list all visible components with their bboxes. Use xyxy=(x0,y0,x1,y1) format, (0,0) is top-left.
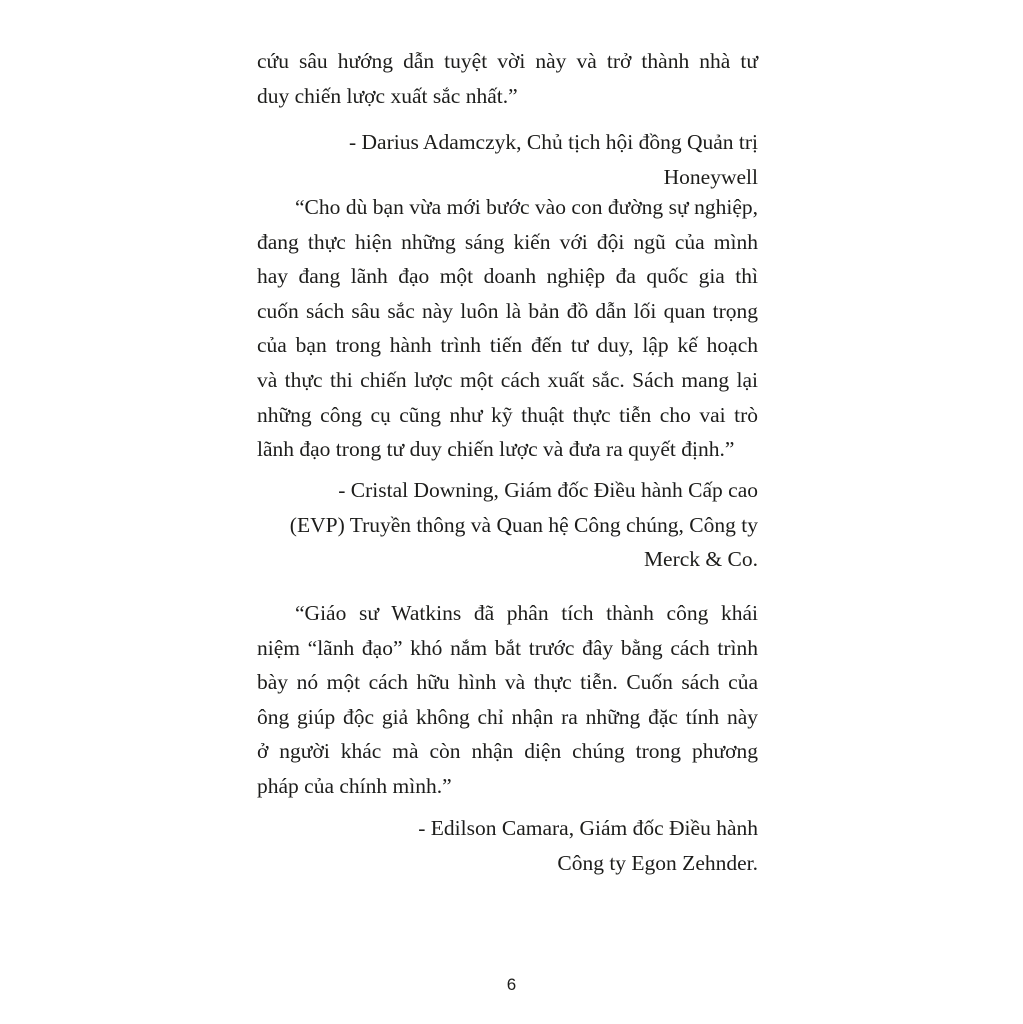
quote-paragraph xyxy=(257,596,758,804)
attribution xyxy=(257,811,758,880)
attribution-line: - Darius Adamczyk, Chủ tịch hội đồng Quản trị Honeywell xyxy=(348,130,758,189)
quote-line: niệm “lãnh đạo” khó nắm bắt trước đây bằng cách trình xyxy=(257,635,758,660)
quote-line: “Cho dù bạn vừa mới bước vào con đường sự nghiệp, xyxy=(295,195,758,219)
attribution-cristal-downing xyxy=(257,473,758,577)
quote-line: của bạn trong hành trình tiến đến tư duy, lập kế hoạch xyxy=(257,333,758,358)
quote-edilson-camara xyxy=(257,596,758,804)
attribution-darius-adamczyk xyxy=(257,125,758,194)
quote-cristal-downing xyxy=(257,190,758,467)
quote-line: bày nó một cách hữu hình và thực tiễn. Cuốn sách của xyxy=(257,670,758,695)
page-number: 6 xyxy=(506,975,517,994)
quote-line: những công cụ cũng như kỹ thuật thực tiễn cho vai trò xyxy=(257,402,758,427)
attribution-line: Merck & Co. xyxy=(643,547,758,572)
quote-line: cứu sâu hướng dẫn tuyệt vời này và trở thành nhà tư xyxy=(257,49,758,73)
quote-line: và thực thi chiến lược một cách xuất sắc. Sách mang lại xyxy=(257,367,758,392)
quote-line: ở người khác mà còn nhận diện chúng trong phương xyxy=(257,739,758,764)
quote-paragraph xyxy=(257,190,758,467)
attribution-line: - Cristal Downing, Giám đốc Điều hành Cấp cao xyxy=(338,478,758,502)
attribution-edilson-camara xyxy=(257,811,758,880)
quote-line: pháp của chính mình.” xyxy=(257,773,452,798)
attribution-line: (EVP) Truyền thông và Quan hệ Công chúng, Công ty xyxy=(289,512,758,537)
quote-line: ông giúp độc giả không chỉ nhận ra những đặc tính này xyxy=(257,704,758,729)
attribution xyxy=(257,125,758,194)
quote-line: đang thực hiện những sáng kiến với đội ngũ của mình xyxy=(257,229,758,254)
attribution-line: - Edilson Camara, Giám đốc Điều hành xyxy=(418,816,758,840)
attribution-line: Công ty Egon Zehnder. xyxy=(557,850,758,875)
quote-paragraph xyxy=(257,44,758,113)
quote-continuation xyxy=(257,44,758,113)
quote-line: “Giáo sư Watkins đã phân tích thành công khái xyxy=(295,601,758,625)
quote-line: duy chiến lược xuất sắc nhất.” xyxy=(257,83,518,108)
quote-line: hay đang lãnh đạo một doanh nghiệp đa quốc gia thì xyxy=(257,264,758,289)
quote-line: lãnh đạo trong tư duy chiến lược và đưa ra quyết định.” xyxy=(257,437,735,462)
attribution xyxy=(257,473,758,577)
quote-line: cuốn sách sâu sắc này luôn là bản đồ dẫn lối quan trọng xyxy=(257,298,758,323)
